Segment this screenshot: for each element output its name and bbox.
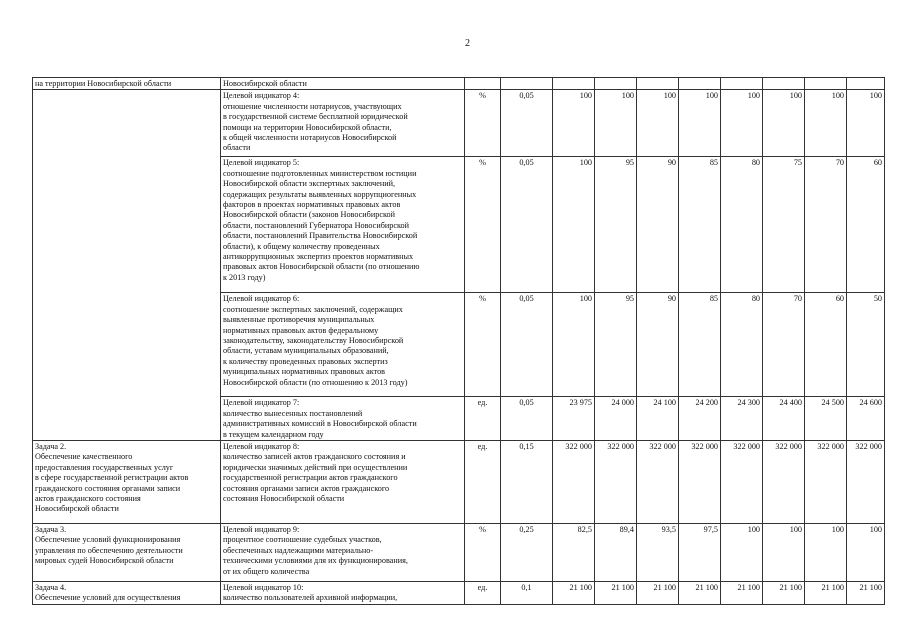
value-cell: 322 000 [553, 441, 595, 524]
unit-cell [465, 78, 501, 90]
weight-cell: 0,25 [501, 524, 553, 582]
unit-cell: % [465, 90, 501, 157]
value-cell [637, 78, 679, 90]
task-description: Обеспечение условий для осуществления [35, 593, 181, 603]
value-cell: 100 [553, 157, 595, 293]
value-cell: 100 [595, 90, 637, 157]
indicator-description: количество вынесенных постановлений административных комиссий в Новосибирской области в текущем календарном году [223, 408, 417, 439]
value-cell: 90 [637, 157, 679, 293]
value-cell: 100 [721, 524, 763, 582]
value-cell: 322 000 [721, 441, 763, 524]
indicator-description: соотношение подготовленных министерством юстиции Новосибирской области экспертных заключений, содержащих результаты выявленных коррупциогенных факторов в проектах нормативных правовых актов Новосибирской области (законов Новосибирской области, постановлений Губернатора Новосибирской области, постановлений Правительства Новосибирской области), к общему количеству проведенных антикоррупционных экспертиз проектов нормативных правовых актов Новосибирской области (по отношению к 2013 году) [223, 168, 420, 282]
indicator-description: количество записей актов гражданского состояния и юридически значимых действий при осуществлении государственной регистрации актов гражданского состояния органами записи актов гражданского состояния Новосибирской области [223, 452, 408, 504]
value-cell [763, 78, 805, 90]
value-cell: 100 [553, 293, 595, 397]
indicator-title: Целевой индикатор 8: [223, 442, 300, 452]
task-cell: на территории Новосибирской области [33, 78, 221, 90]
weight-cell: 0,05 [501, 157, 553, 293]
table-row [33, 90, 885, 157]
value-cell: 21 100 [847, 582, 885, 605]
task-title: Задача 3. [35, 525, 67, 535]
value-cell: 21 100 [679, 582, 721, 605]
value-cell: 85 [679, 157, 721, 293]
task-cell [33, 582, 221, 605]
value-cell: 21 100 [637, 582, 679, 605]
table-row [33, 582, 885, 605]
value-cell: 322 000 [595, 441, 637, 524]
value-cell: 93,5 [637, 524, 679, 582]
value-cell: 82,5 [553, 524, 595, 582]
task-description: Обеспечение качественного предоставления государственных услуг в сфере государственной регистрации актов гражданского состояния органами записи актов гражданского состояния Новосибирской области [35, 452, 189, 514]
value-cell: 21 100 [721, 582, 763, 605]
unit-cell: ед. [465, 582, 501, 605]
indicator-cell [221, 90, 465, 157]
value-cell: 100 [805, 524, 847, 582]
value-cell: 21 100 [763, 582, 805, 605]
indicator-description: процентное соотношение судебных участков, обеспеченных надлежащими материально- техническими условиями для их функционирования, от их общего количества [223, 535, 408, 576]
value-cell: 90 [637, 293, 679, 397]
value-cell: 75 [763, 157, 805, 293]
value-cell: 100 [763, 524, 805, 582]
page-number: 2 [465, 38, 470, 49]
value-cell: 24 200 [679, 397, 721, 441]
value-cell [721, 78, 763, 90]
value-cell: 95 [595, 157, 637, 293]
value-cell: 21 100 [553, 582, 595, 605]
value-cell: 70 [763, 293, 805, 397]
weight-cell: 0,05 [501, 293, 553, 397]
weight-cell [501, 78, 553, 90]
indicator-title: Целевой индикатор 7: [223, 398, 300, 408]
task-title: Задача 2. [35, 442, 67, 452]
task-description: Обеспечение условий функционирования управления по обеспечению деятельности мировых судей Новосибирской области [35, 535, 183, 566]
indicator-cell [221, 157, 465, 293]
indicator-cell [221, 582, 465, 605]
value-cell: 24 300 [721, 397, 763, 441]
value-cell [805, 78, 847, 90]
weight-cell: 0,05 [501, 397, 553, 441]
value-cell: 100 [553, 90, 595, 157]
value-cell: 60 [805, 293, 847, 397]
value-cell: 80 [721, 157, 763, 293]
task-cell [33, 441, 221, 524]
unit-cell: % [465, 157, 501, 293]
weight-cell: 0,1 [501, 582, 553, 605]
value-cell: 24 600 [847, 397, 885, 441]
indicator-description: отношение численности нотариусов, участвующих в государственной системе бесплатной юридической помощи на территории Новосибирской области, к общей численности нотариусов Новосибирской области [223, 101, 408, 153]
value-cell: 24 500 [805, 397, 847, 441]
indicator-title: Целевой индикатор 9: [223, 525, 300, 535]
value-cell: 322 000 [847, 441, 885, 524]
indicator-title: Целевой индикатор 4: [223, 91, 300, 101]
unit-cell: % [465, 293, 501, 397]
value-cell: 80 [721, 293, 763, 397]
indicator-cell: Новосибирской области [221, 78, 465, 90]
unit-cell: % [465, 524, 501, 582]
value-cell [847, 78, 885, 90]
weight-cell: 0,05 [501, 90, 553, 157]
value-cell: 100 [679, 90, 721, 157]
task-cell [33, 90, 221, 441]
value-cell: 23 975 [553, 397, 595, 441]
task-cell [33, 524, 221, 582]
unit-cell: ед. [465, 397, 501, 441]
value-cell: 322 000 [637, 441, 679, 524]
value-cell: 100 [847, 524, 885, 582]
task-title: Задача 4. [35, 583, 67, 593]
value-cell: 100 [847, 90, 885, 157]
value-cell: 85 [679, 293, 721, 397]
table-row [33, 524, 885, 582]
table-row [33, 441, 885, 524]
indicator-title: Целевой индикатор 5: [223, 158, 300, 168]
indicators-table [32, 77, 885, 605]
indicator-description: количество пользователей архивной информации, [223, 593, 398, 603]
value-cell: 50 [847, 293, 885, 397]
indicator-cell [221, 524, 465, 582]
value-cell [679, 78, 721, 90]
value-cell: 24 400 [763, 397, 805, 441]
value-cell: 322 000 [763, 441, 805, 524]
value-cell: 21 100 [595, 582, 637, 605]
value-cell: 322 000 [805, 441, 847, 524]
value-cell: 100 [805, 90, 847, 157]
value-cell [553, 78, 595, 90]
value-cell: 24 100 [637, 397, 679, 441]
weight-cell: 0,15 [501, 441, 553, 524]
value-cell: 322 000 [679, 441, 721, 524]
indicator-title: Целевой индикатор 6: [223, 294, 300, 304]
value-cell: 89,4 [595, 524, 637, 582]
value-cell: 100 [637, 90, 679, 157]
indicator-title: Целевой индикатор 10: [223, 583, 304, 593]
value-cell: 100 [721, 90, 763, 157]
value-cell: 100 [763, 90, 805, 157]
unit-cell: ед. [465, 441, 501, 524]
indicator-cell [221, 293, 465, 397]
value-cell: 24 000 [595, 397, 637, 441]
value-cell: 21 100 [805, 582, 847, 605]
value-cell [595, 78, 637, 90]
value-cell: 60 [847, 157, 885, 293]
value-cell: 97,5 [679, 524, 721, 582]
indicator-description: соотношение экспертных заключений, содержащих выявленные противоречия муниципальных нормативных правовых актов федеральному законодательству, законодательству Новосибирской области, уставам муниципальных образований, к количеству проведенных правовых экспертиз муниципальных нормативных правовых актов Новосибирской области (по отношению к 2013 году) [223, 304, 408, 387]
value-cell: 95 [595, 293, 637, 397]
value-cell: 70 [805, 157, 847, 293]
indicator-cell [221, 397, 465, 441]
continuation-row [33, 78, 885, 90]
indicator-cell [221, 441, 465, 524]
